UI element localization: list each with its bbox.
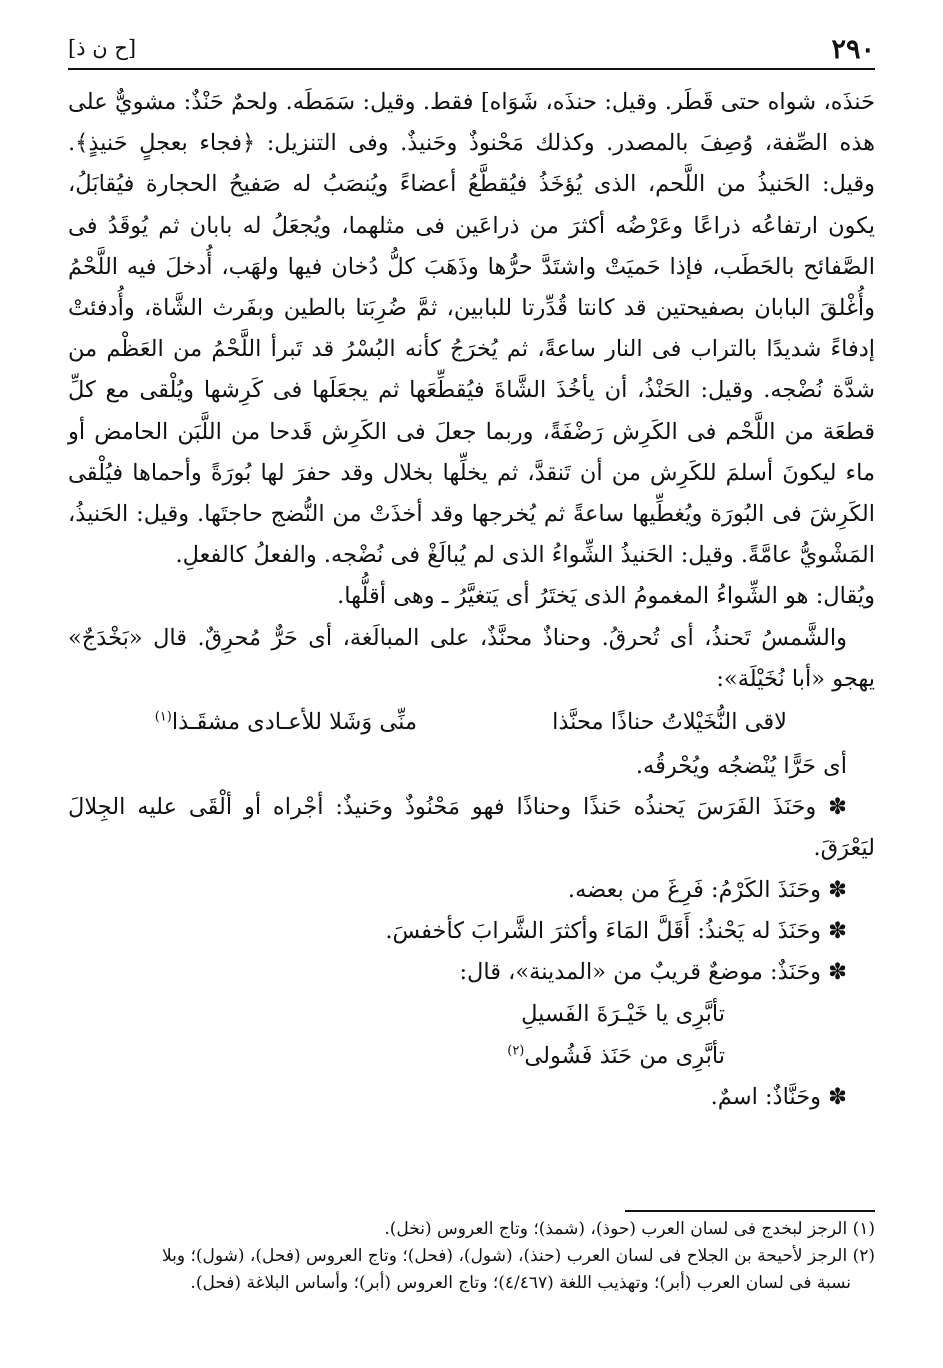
footnote-ref-1: (١)	[154, 709, 172, 725]
paragraph-drink: ✽ وحَنَذَ له يَحْنذُ: أَقَلَّ المَاءَ وأكثرَ الشَّرابَ كأخفسَ.	[385, 917, 847, 944]
paragraph-name: ✽ وحَنَّاذٌ: اسمٌ.	[710, 1084, 847, 1111]
footnote-divider	[625, 1210, 875, 1212]
footnote-ref-2: (٢)	[507, 1043, 525, 1059]
verse-second-hemistich: منِّى وَشَلا للأعـادى مشقَـذا$^{(١)}$	[154, 709, 417, 736]
verse-bakhdaj	[68, 700, 787, 746]
entry-body	[68, 82, 875, 1118]
verse-palm-line-2: تأبَّرِى من حَنَذ فَشُولى$^{(٢)}$	[507, 1043, 725, 1070]
paragraph-definition: حَنذَه، شواه حتى قَطَر. وقيل: حنذَه، شَوَاه] فقط. وقيل: سَمَطَه. ولحمٌ حَنْذٌ: مشويٌّ على هذه الصِّفة، وُصِفَ بالمصدر. وكذلك مَحْنوذٌ وحَنيذٌ. وفى التنزيل: ﴿فجاء بعجلٍ حَنيذٍ﴾. وقيل: الحَنيذُ من اللَّحم، الذى يُؤخَذُ فيُقطَّعُ أعضاءً ويُنصَبُ له صَفيحُ الحجارة فيُقابَلُ، يكون ارتفاعُه ذراعًا وعَرْضُه أكثرَ من ذراعَين فى مثلهما، ويُجعَلُ له بابان ثم يُوقَدُ فى الصَّفائح بالحَطَب، فإذا حَميَتْ واشتَدَّ حرُّها وذَهَبَ كلُّ دُخان فيها ولهَب، أُدخلَ فيه اللَّحْمُ وأُغْلقَ البابان بصفيحتين قد كانتا قُدِّرتا للبابين، ثمَّ ضُرِبَتا بالطين وبفَرث الشَّاة، وأُدفئتْ إدفاءً شديدًا بالتراب فى النار ساعةً، ثم يُخرَجُ كأنه البُسْرُ قد تَبرأ اللَّحْمُ من العَظْم من شدَّة نُضْجه. وقيل: الحَنْذُ، أن يأخُذَ الشَّاةَ فيُقطِّعَها ثم يجعَلَها فى كَرِشها ويُلْقى مع كلِّ قطعَة من اللَّحْم فى الكَرِش رَضْفَةً، وربما جعلَ فى الكَرِش قَدحا من اللَّبَن الحامض أو ماء ليكونَ أسلمَ للكَرِش من أن تَنقدَّ، ثم يخلِّها بخلال وقد حفرَ لها بُورَةً وأحماها فيُلْقى الكَرِشَ فى البُورَة ويُغطِّيها ساعةً ثم يُخرجها وقد أخذَتْ من النُّضج حاجتَها. وقيل: الحَنيذُ، المَشْويُّ عامَّةً. وقيل: الحَنيذُ الشِّواءُ الذى لم يُبالَغْ فى نُضْجه. والفعلُ كالفعلِ.	[68, 89, 875, 569]
verse-palm-line-1: تأبَّرِى يا خَيْـرَةَ الفَسيلِ	[521, 1001, 725, 1028]
root-label: [ح ن ذ]	[68, 36, 137, 60]
footnote-2-continued: نسبة فى لسان العرب (أبر)؛ وتهذيب اللغة (٤/٤٦٧)؛ وتاج العروس (أبر)؛ وأساس البلاغة (فحل).	[190, 1273, 851, 1293]
footnote-2: (٢) الرجز لأحيحة بن الجلاح فى لسان العرب (حنذ)، (شول)، (فحل)؛ وتاج العروس (فحل)، (شول)؛ وبلا	[161, 1246, 875, 1266]
paragraph-verse-gloss: أى حَرًّا يُنْضجُه ويُحْرقُه.	[635, 753, 847, 780]
page-header	[68, 34, 875, 70]
footnote-1: (١) الرجز لبخدج فى لسان العرب (حوذ)، (شمذ)؛ وتاج العروس (نخل).	[384, 1219, 875, 1239]
page-number: ٢٩٠	[831, 34, 875, 65]
paragraph-vine: ✽ وحَنَذَ الكَرْمُ: فَرِغَ من بعضه.	[567, 876, 847, 903]
footnotes	[68, 1216, 875, 1297]
paragraph-sun: والشَّمسُ تَحنذُ، أى تُحرقُ. وحناذٌ محنَّذٌ، على المبالَغة، أى حَرٌّ مُحرِقٌ. قال «بَخْدَجٌ» يهجو «أبا نُخَيْلَة»:	[68, 624, 875, 692]
paragraph-alt-definition: ويُقال: هو الشِّواءُ المغمومُ الذى يَختَرُ أى يَتغيَّرُ ـ وهى أقلُّها.	[337, 583, 875, 610]
paragraph-place: ✽ وحَنَذٌ: موضعٌ قريبٌ من «المدينة»، قال:	[459, 959, 847, 986]
paragraph-horse: ✽ وحَنَذَ الفَرَسَ يَحنذُه حَنذًا وحناذًا فهو مَحْنُوذٌ وحَنيذٌ: أجْراه أو ألْقَى عليه الجِلالَ ليَعْرَقَ.	[68, 794, 875, 862]
verse-first-hemistich: لاقى النُّخَيْلاتُ حناذًا محنَّذا	[552, 709, 787, 736]
